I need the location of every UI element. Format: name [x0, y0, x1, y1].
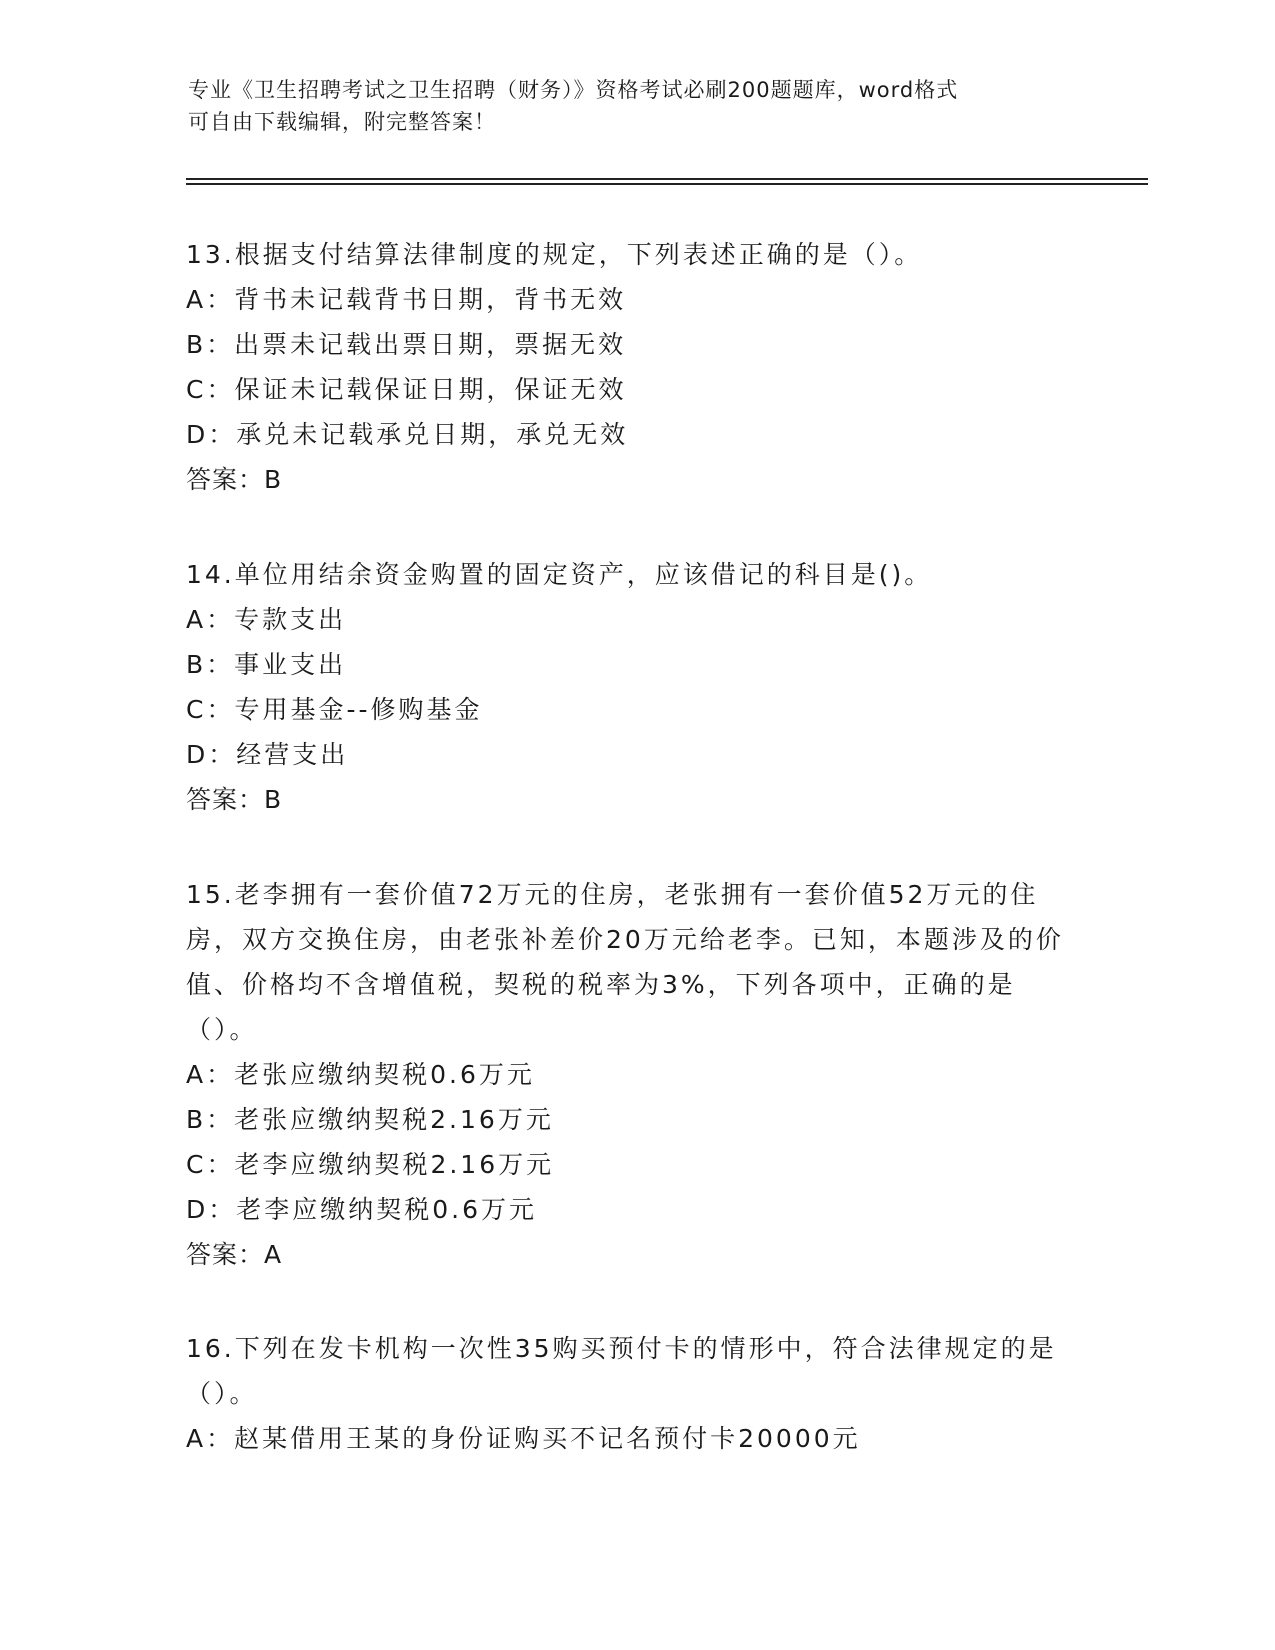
option-d: D：承兑未记载承兑日期，承兑无效: [186, 420, 629, 449]
option-c: C：保证未记载保证日期，保证无效: [186, 375, 627, 404]
answer: 答案：B: [186, 465, 283, 494]
question-13: [186, 232, 922, 502]
option-b: B：出票未记载出票日期，票据无效: [186, 330, 627, 359]
question-15: [186, 872, 1086, 1277]
option-b: B：老张应缴纳契税2.16万元: [186, 1105, 554, 1134]
header-line-1: 专业《卫生招聘考试之卫生招聘（财务）》资格考试必刷200题题库，word格式: [188, 78, 959, 102]
option-d: D：老李应缴纳契税0.6万元: [186, 1195, 538, 1224]
question-stem: 16.下列在发卡机构一次性35购买预付卡的情形中，符合法律规定的是（）。: [186, 1334, 1057, 1408]
question-stem: 14.单位用结余资金购置的固定资产，应该借记的科目是()。: [186, 560, 933, 589]
answer: 答案：B: [186, 785, 283, 814]
question-stem: 15.老李拥有一套价值72万元的住房，老张拥有一套价值52万元的住房，双方交换住房，由老张补差价20万元给老李。已知，本题涉及的价值、价格均不含增值税，契税的税率为3%，下列各项中，正确的是（）。: [186, 880, 1064, 1044]
answer: 答案：A: [186, 1240, 283, 1269]
option-c: C：老李应缴纳契税2.16万元: [186, 1150, 555, 1179]
header-line-2: 可自由下载编辑，附完整答案！: [188, 110, 496, 134]
document-header: [188, 74, 1088, 138]
option-b: B：事业支出: [186, 650, 347, 679]
question-stem: 13.根据支付结算法律制度的规定，下列表述正确的是（）。: [186, 240, 923, 269]
option-d: D：经营支出: [186, 740, 349, 769]
question-14: [186, 552, 932, 822]
option-a: A：专款支出: [186, 605, 347, 634]
option-a: A：赵某借用王某的身份证购买不记名预付卡20000元: [186, 1424, 861, 1453]
question-16: [186, 1326, 1086, 1461]
option-c: C：专用基金--修购基金: [186, 695, 483, 724]
header-divider-bottom: [186, 183, 1148, 185]
option-a: A：背书未记载背书日期，背书无效: [186, 285, 627, 314]
header-divider-top: [186, 178, 1148, 180]
option-a: A：老张应缴纳契税0.6万元: [186, 1060, 535, 1089]
